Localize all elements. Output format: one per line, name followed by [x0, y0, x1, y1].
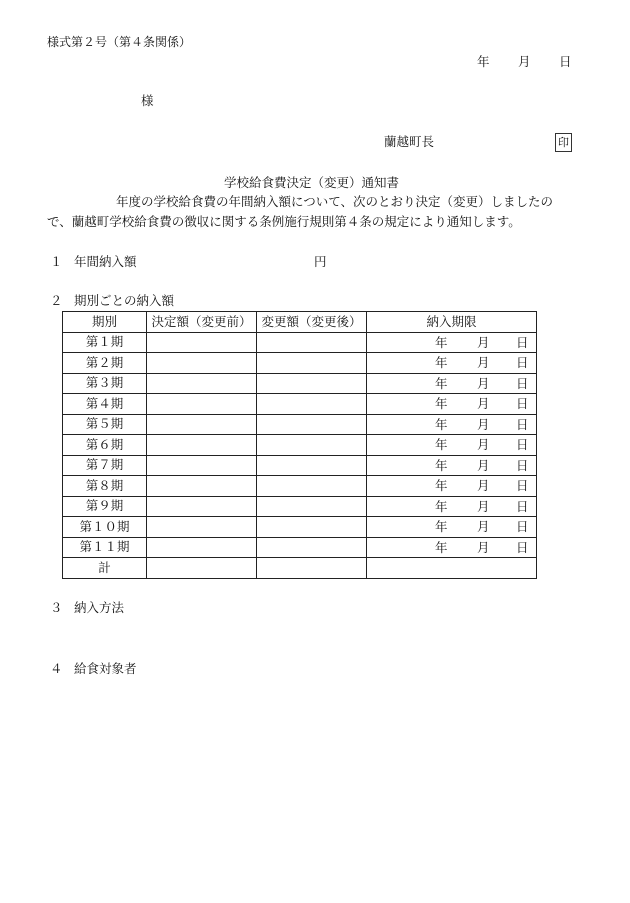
due-month: 月: [477, 539, 490, 555]
period-cell: 第６期: [63, 435, 147, 456]
total-due-cell: [367, 558, 537, 579]
due-month: 月: [477, 396, 490, 411]
table-row: [63, 332, 537, 353]
due-day: 日: [516, 437, 529, 452]
table-row: [63, 455, 537, 476]
amount-before-cell: [147, 496, 257, 517]
due-date-cell: [367, 414, 537, 435]
header-amount-after: 変更額（変更後）: [257, 312, 367, 333]
period-cell: 第１期: [63, 332, 147, 353]
period-cell: 第１１期: [63, 537, 147, 558]
due-day: 日: [516, 457, 529, 473]
due-date-cell: [367, 537, 537, 558]
payment-schedule-table: [62, 311, 537, 579]
section-1-label: 年間納入額: [74, 254, 137, 269]
due-day: 日: [516, 396, 529, 411]
due-date-cell: [367, 353, 537, 374]
due-month: 月: [477, 519, 490, 534]
date-year: 年: [477, 54, 490, 69]
section-4-label: 給食対象者: [74, 661, 137, 676]
due-year: 年: [435, 519, 448, 534]
due-month: 月: [477, 437, 490, 452]
due-day: 日: [516, 416, 529, 432]
due-month: 月: [477, 355, 490, 370]
due-year: 年: [435, 355, 448, 370]
due-year: 年: [435, 396, 448, 411]
amount-after-cell: [257, 476, 367, 497]
amount-before-cell: [147, 394, 257, 415]
seal-mark: 印: [555, 133, 572, 152]
due-date-cell: [367, 394, 537, 415]
issuer-title: 蘭越町長: [384, 134, 435, 149]
addressee-honorific: 様: [141, 93, 154, 108]
due-year: 年: [435, 416, 448, 432]
due-day: 日: [516, 355, 529, 370]
period-cell: 第４期: [63, 394, 147, 415]
period-cell: 第３期: [63, 373, 147, 394]
header-period: 期別: [63, 312, 147, 333]
body-text-line-2: で、蘭越町学校給食費の徴収に関する条例施行規則第４条の規定により通知します。: [47, 214, 521, 229]
form-number: 様式第２号（第４条関係）: [47, 35, 192, 49]
table-row: [63, 435, 537, 456]
amount-before-cell: [147, 373, 257, 394]
period-cell: 第１０期: [63, 517, 147, 538]
table-row: [63, 414, 537, 435]
date-day: 日: [559, 54, 572, 69]
due-year: 年: [435, 478, 448, 493]
due-day: 日: [516, 334, 529, 350]
table-row: [63, 353, 537, 374]
amount-before-cell: [147, 537, 257, 558]
due-day: 日: [516, 478, 529, 493]
due-day: 日: [516, 539, 529, 555]
amount-before-cell: [147, 476, 257, 497]
period-cell: 第５期: [63, 414, 147, 435]
section-1-number: １: [50, 254, 63, 269]
header-due-date: 納入期限: [367, 312, 537, 333]
due-date-cell: [367, 373, 537, 394]
due-month: 月: [477, 334, 490, 350]
body-text-line-1: 年度の学校給食費の年間納入額について、次のとおり決定（変更）しましたの: [116, 194, 554, 209]
due-day: 日: [516, 519, 529, 534]
section-4-number: ４: [50, 661, 63, 676]
period-cell: 第８期: [63, 476, 147, 497]
amount-after-cell: [257, 414, 367, 435]
due-year: 年: [435, 498, 448, 514]
due-date-cell: [367, 435, 537, 456]
due-year: 年: [435, 334, 448, 350]
due-year: 年: [435, 375, 448, 391]
period-cell: 第９期: [63, 496, 147, 517]
due-date-cell: [367, 455, 537, 476]
table-row: [63, 373, 537, 394]
due-date-cell: [367, 496, 537, 517]
period-cell: 第７期: [63, 455, 147, 476]
header-amount-before: 決定額（変更前）: [147, 312, 257, 333]
due-day: 日: [516, 375, 529, 391]
due-date-cell: [367, 332, 537, 353]
amount-after-cell: [257, 353, 367, 374]
amount-before-cell: [147, 517, 257, 538]
due-date-cell: [367, 517, 537, 538]
table-row: [63, 537, 537, 558]
period-cell: 第２期: [63, 353, 147, 374]
amount-after-cell: [257, 517, 367, 538]
due-month: 月: [477, 416, 490, 432]
amount-before-cell: [147, 332, 257, 353]
table-header-row: [63, 312, 537, 333]
total-after-cell: [257, 558, 367, 579]
table-row: [63, 517, 537, 538]
due-month: 月: [477, 478, 490, 493]
table-row: [63, 394, 537, 415]
amount-after-cell: [257, 496, 367, 517]
amount-after-cell: [257, 455, 367, 476]
table-row: [63, 496, 537, 517]
due-year: 年: [435, 437, 448, 452]
amount-after-cell: [257, 394, 367, 415]
section-2-number: ２: [50, 293, 63, 308]
date-month: 月: [518, 54, 531, 69]
total-row: [63, 558, 537, 579]
amount-after-cell: [257, 537, 367, 558]
amount-before-cell: [147, 353, 257, 374]
due-year: 年: [435, 539, 448, 555]
amount-after-cell: [257, 373, 367, 394]
amount-after-cell: [257, 435, 367, 456]
section-3-label: 納入方法: [74, 600, 125, 615]
section-2-label: 期別ごとの納入額: [74, 293, 175, 308]
annual-amount-unit: 円: [314, 254, 327, 269]
due-date-cell: [367, 476, 537, 497]
table-row: [63, 476, 537, 497]
section-3-number: ３: [50, 600, 63, 615]
due-month: 月: [477, 375, 490, 391]
amount-before-cell: [147, 414, 257, 435]
due-year: 年: [435, 457, 448, 473]
amount-before-cell: [147, 455, 257, 476]
amount-before-cell: [147, 435, 257, 456]
due-month: 月: [477, 457, 490, 473]
due-month: 月: [477, 498, 490, 514]
amount-after-cell: [257, 332, 367, 353]
table-body: [63, 332, 537, 578]
total-label-cell: 計: [63, 558, 147, 579]
due-day: 日: [516, 498, 529, 514]
total-before-cell: [147, 558, 257, 579]
document-title: 学校給食費決定（変更）通知書: [224, 175, 400, 190]
